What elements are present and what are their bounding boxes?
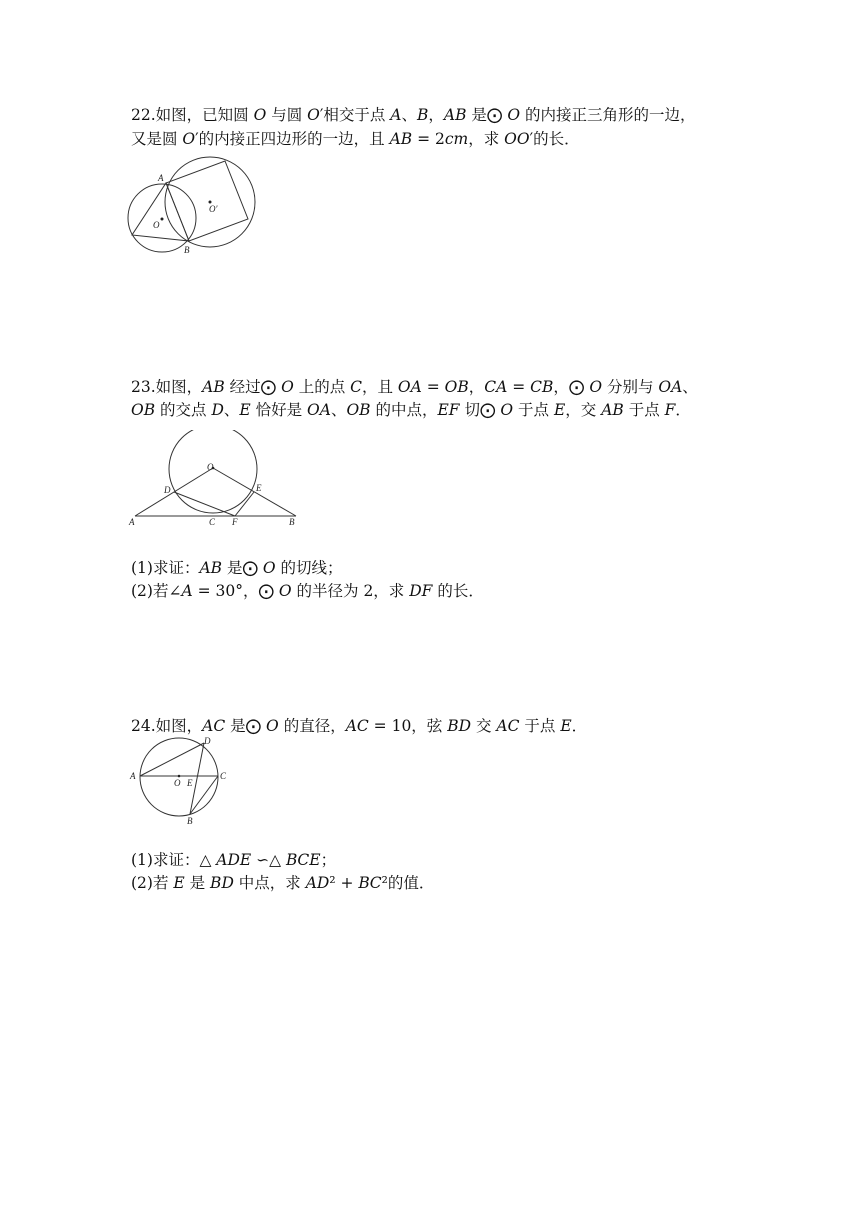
label-o: O [153,220,160,230]
label-d: D [204,736,211,746]
label-o-prime: O′ [209,204,218,214]
label-a: A [129,517,135,527]
label-b: B [184,245,190,255]
problem-24-line-1: 24.如图，𝐴𝐶 是⨀ 𝑂 的直径，𝐴𝐶 = 10，弦 𝐵𝐷 交 𝐴𝐶 于点 𝐸． [131,717,588,735]
label-o: O [207,462,214,472]
chord-ad [140,743,204,776]
problem-22-figure [125,152,265,262]
label-d: D [164,485,171,495]
label-b: B [289,517,295,527]
label-b: B [187,816,193,826]
inscribed-square [166,161,248,241]
label-a: A [130,771,136,781]
problem-23-line-2: 𝑂𝐵 的交点 𝐷、𝐸 恰好是 𝑂𝐴、𝑂𝐵 的中点，𝐸𝐹 切⨀ 𝑂 于点 𝐸，交 𝐴𝐵 于点 𝐹． [131,401,691,419]
label-f: F [232,517,238,527]
label-c: C [220,771,227,781]
label-e: E [187,778,193,788]
label-a: A [158,173,164,183]
problem-22-line-1: 22.如图，已知圆 𝑂 与圆 𝑂′相交于点 𝐴、𝐵，𝐴𝐵 是⨀ 𝑂 的内接正三角形的一边， [131,106,696,124]
label-o: O [174,778,181,788]
center-o-dot [161,218,164,221]
center-o-dot [178,775,181,778]
label-c: C [209,517,216,527]
label-e: E [256,483,262,493]
problem-23-part-1: (1)求证：𝐴𝐵 是⨀ 𝑂 的切线； [131,559,343,577]
line-ef [235,492,254,516]
problem-24-figure [125,734,235,829]
line-ob [213,468,296,516]
problem-23-line-1: 23.如图，𝐴𝐵 经过⨀ 𝑂 上的点 𝐶，且 𝑂𝐴 = 𝑂𝐵，𝐶𝐴 = 𝐶𝐵，⨀ 𝑂 分别与 𝑂𝐴、 [131,378,698,396]
problem-23-figure [125,430,305,530]
problem-23-part-2: (2)若∠𝐴 = 30°，⨀ 𝑂 的半径为 2，求 𝐷𝐹 的长． [131,582,484,600]
problem-24-part-2: (2)若 𝐸 是 𝐵𝐷 中点，求 𝐴𝐷² + 𝐵𝐶²的值． [131,874,435,892]
problem-24-part-1: (1)求证：△ 𝐴𝐷𝐸 ∽△ 𝐵𝐶𝐸； [131,851,337,869]
problem-22-line-2: 又是圆 𝑂′的内接正四边形的一边，且 𝐴𝐵 = 2𝑐𝑚，求 𝑂𝑂′的长． [131,130,580,148]
